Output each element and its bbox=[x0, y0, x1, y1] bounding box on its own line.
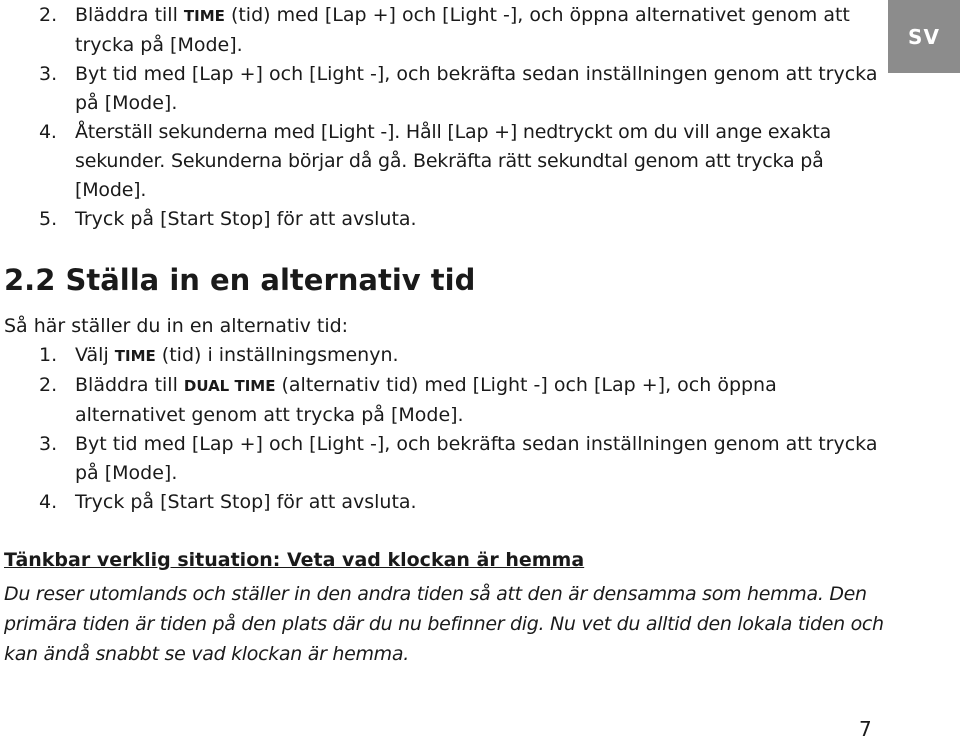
list-item bbox=[0, 430, 880, 488]
section-intro: Så här ställer du in en alternativ tid: bbox=[4, 315, 349, 337]
list-item bbox=[0, 1, 880, 60]
list-item bbox=[0, 118, 880, 205]
list-item bbox=[0, 488, 880, 517]
top-steps-list bbox=[0, 1, 880, 234]
step-text: Bläddra till bbox=[75, 374, 184, 396]
step-text: Tryck på [Start Stop] för att avsluta. bbox=[75, 491, 417, 513]
section-title: 2.2 Ställa in en alternativ tid bbox=[4, 263, 476, 297]
step-text: (alternativ tid) med [Light -] och [Lap +], och öppna alternativet genom att trycka på [Mode]. bbox=[75, 374, 777, 426]
step-text: Välj bbox=[75, 344, 115, 366]
list-item bbox=[0, 371, 880, 430]
step-number: 3. bbox=[39, 433, 58, 455]
step-keyword: DUAL TIME bbox=[183, 377, 276, 395]
step-number: 2. bbox=[39, 4, 58, 26]
step-keyword: TIME bbox=[114, 347, 156, 365]
scenario-text: Du reser utomlands och ställer in den andra tiden så att den är densamma som hemma. Den primära tiden är tiden på den plats där du nu befinner dig. Nu vet du alltid den lokala tiden och kan ändå snabbt se vad klockan är hemma. bbox=[4, 583, 884, 665]
step-number: 2. bbox=[39, 374, 58, 396]
step-number: 3. bbox=[39, 63, 58, 85]
step-text: Tryck på [Start Stop] för att avsluta. bbox=[75, 208, 417, 230]
step-text: (tid) med [Lap +] och [Light -], och öppna alternativet genom att trycka på [Mode]. bbox=[75, 4, 850, 56]
scenario-heading: Tänkbar verklig situation: Veta vad klockan är hemma bbox=[4, 549, 585, 571]
step-text: Byt tid med [Lap +] och [Light -], och bekräfta sedan inställningen genom att trycka på [Mode]. bbox=[75, 63, 878, 114]
list-item bbox=[0, 341, 880, 371]
step-number: 4. bbox=[39, 121, 57, 143]
step-keyword: TIME bbox=[183, 7, 225, 25]
page-number: 7 bbox=[859, 717, 872, 741]
step-text: (tid) i inställningsmenyn. bbox=[155, 344, 399, 366]
step-number: 5. bbox=[39, 208, 58, 230]
section-steps-list bbox=[0, 341, 880, 517]
step-text: Byt tid med [Lap +] och [Light -], och bekräfta sedan inställningen genom att trycka på [Mode]. bbox=[75, 433, 878, 484]
step-text: Återställ sekunderna med [Light -]. Håll [Lap +] nedtryckt om du vill ange exakta sekunder. Sekunderna börjar då gå. Bekräfta rätt sekundtal genom att trycka på [Mode]. bbox=[75, 121, 832, 201]
list-item bbox=[0, 60, 880, 118]
step-number: 4. bbox=[39, 491, 58, 513]
list-item bbox=[0, 205, 880, 234]
language-tab: SV bbox=[888, 0, 960, 73]
step-number: 1. bbox=[39, 344, 58, 366]
step-text: Bläddra till bbox=[75, 4, 184, 26]
